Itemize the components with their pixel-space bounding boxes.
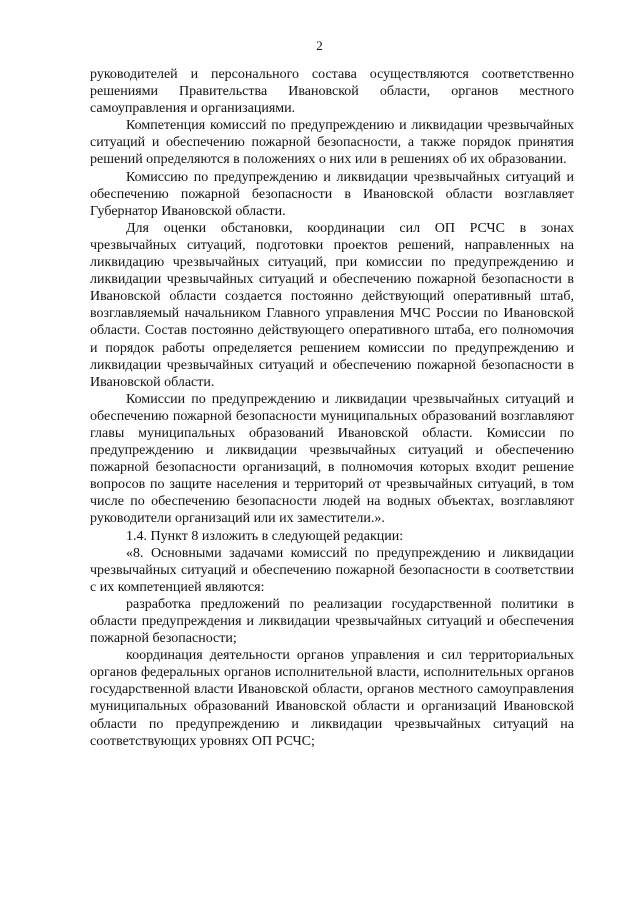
paragraph-commission-competence: Компетенция комиссий по предупреждению и ликвидации чрезвычайных ситуаций и обеспечению пожарной безопасности, а также порядок принятия решений определяются в положениях о них или в решениях об их образовании. (90, 118, 574, 168)
document-body (90, 66, 574, 750)
paragraph-task-coordination: координация деятельности органов управления и сил территориальных органов федеральных органов исполнительной власти, исполнительных органов государственной власти Ивановской области, органов местного самоуправления муниципальных образований Ивановской области и организаций Ивановской области по предупреждению и ликвидации чрезвычайных ситуаций на соответствующих уровнях ОП РСЧС; (90, 648, 574, 749)
paragraph-operational-headquarters: Для оценки обстановки, координации сил ОП РСЧС в зонах чрезвычайных ситуаций, подготовки проектов решений, направленных на ликвидацию чрезвычайных ситуаций, при комиссии по предупреждению и ликвидации чрезвычайных ситуаций и обеспечению пожарной безопасности в Ивановской области создается постоянно действующий оперативный штаб, возглавляемый начальником Главного управления МЧС России по Ивановской области. Состав постоянно действующего оперативного штаба, его полномочия и порядок работы определяется решением комиссии по предупреждению и ликвидации чрезвычайных ситуаций и обеспечению пожарной безопасности в Ивановской области. (90, 220, 574, 390)
paragraph-regional-commission-head: Комиссию по предупреждению и ликвидации чрезвычайных ситуаций и обеспечению пожарной безопасности в Ивановской области возглавляет Губернатор Ивановской области. (90, 169, 574, 219)
paragraph-municipal-commissions: Комиссии по предупреждению и ликвидации чрезвычайных ситуаций и обеспечению пожарной безопасности муниципальных образований возглавляют главы муниципальных образований Ивановской области. Комиссии по предупреждению и ликвидации чрезвычайных ситуаций и обеспечению пожарной безопасности организаций, в полномочия которых входит решение вопросов по защите населения и территорий от чрезвычайных ситуаций, в том числе по обеспечению безопасности людей на водных объектах, возглавляют руководители организаций или их заместители.». (90, 391, 574, 527)
paragraph-item-8-main-tasks: «8. Основными задачами комиссий по предупреждению и ликвидации чрезвычайных ситуаций и обеспечению пожарной безопасности в соответствии с их компетенцией являются: (90, 545, 574, 595)
paragraph-continuation: руководителей и персонального состава осуществляются соответственно решениями Правительства Ивановской области, органов местного самоуправления и организациями. (90, 67, 574, 117)
page-number: 2 (316, 38, 323, 53)
paragraph-item-1-4: 1.4. Пункт 8 изложить в следующей редакции: (126, 528, 404, 544)
paragraph-task-policy-proposals: разработка предложений по реализации государственной политики в области предупреждения и ликвидации чрезвычайных ситуаций и обеспечения пожарной безопасности; (90, 596, 574, 647)
